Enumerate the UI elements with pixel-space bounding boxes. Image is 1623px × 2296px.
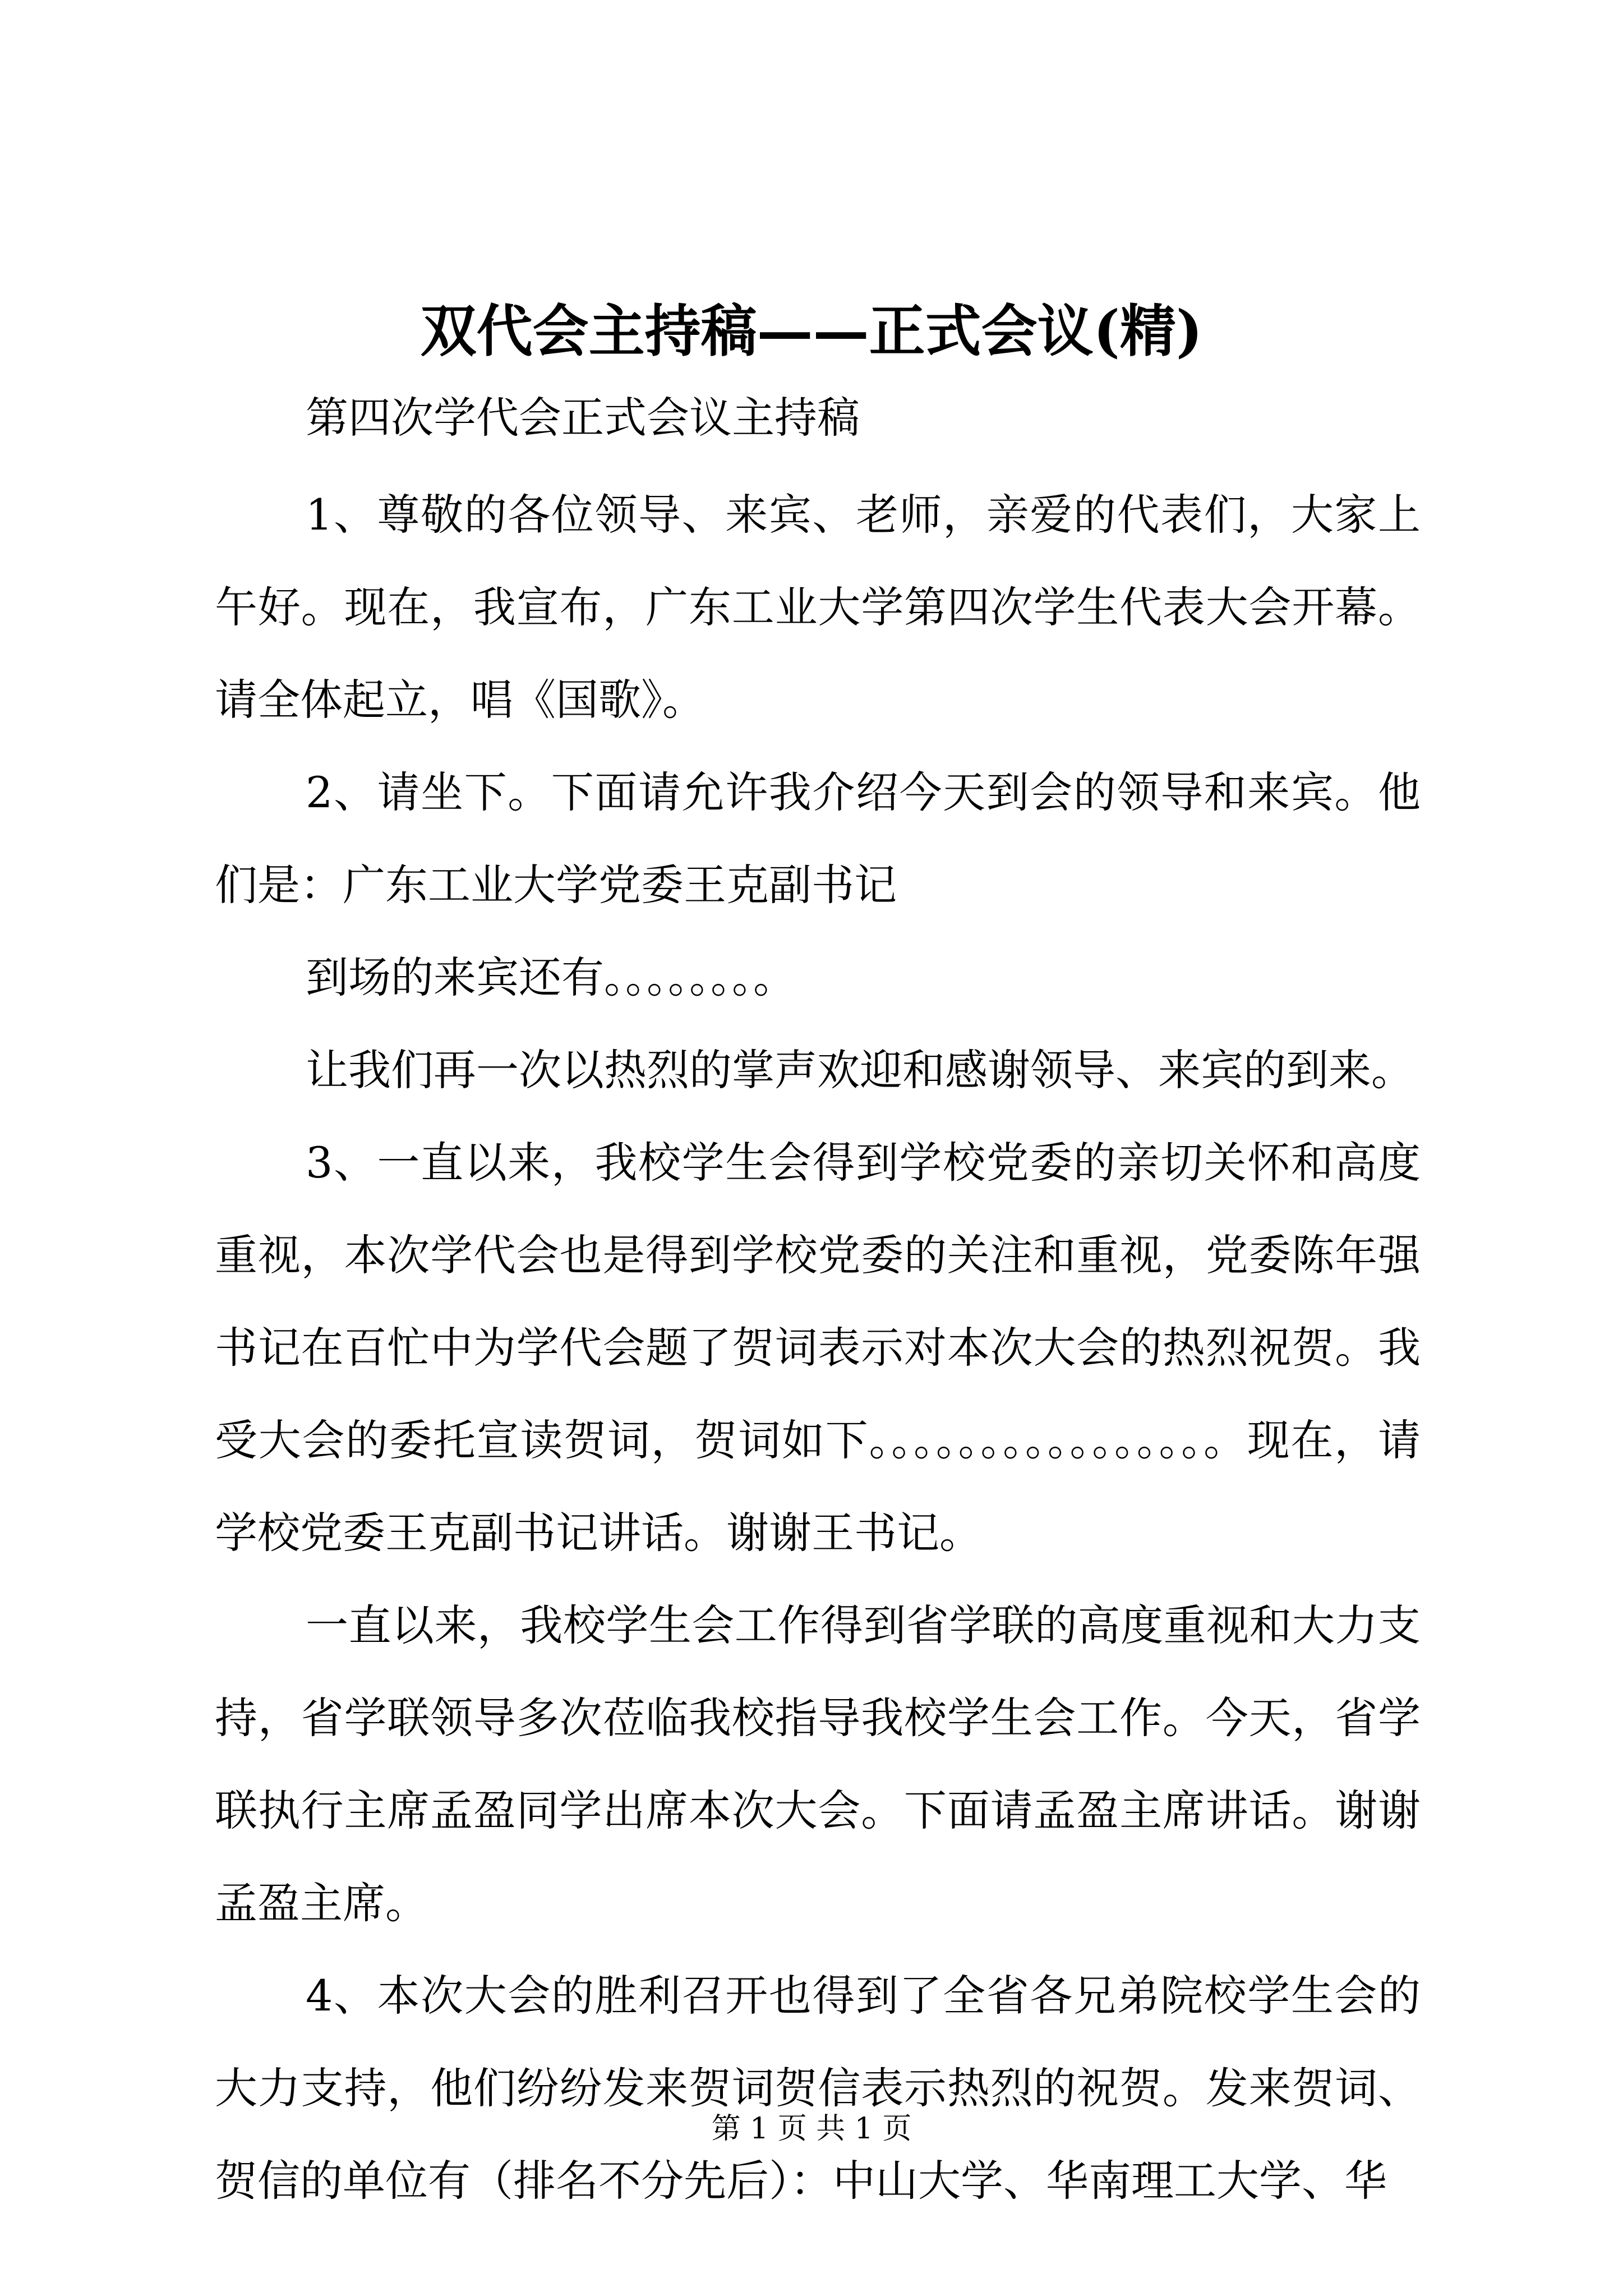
- paragraph-1: 1、尊敬的各位领导、来宾、老师，亲爱的代表们，大家上午好。现在，我宣布，广东工业大学第四次学生代表大会开幕。请全体起立，唱《国歌》。: [215, 490, 1421, 725]
- paragraph-4: 让我们再一次以热烈的掌声欢迎和感谢领导、来宾的到来。: [306, 1045, 1414, 1095]
- page-footer: 第 1 页 共 1 页: [711, 2112, 912, 2146]
- document-title: 双代会主持稿——正式会议(精): [420, 298, 1203, 364]
- paragraph-3: 到场的来宾还有。。。。。。。。: [306, 953, 796, 1002]
- document-body: [215, 468, 1421, 2227]
- paragraph-5: 3、一直以来，我校学生会得到学校党委的亲切关怀和高度重视，本次学代会也是得到学校党委的关注和重视，党委陈年强书记在百忙中为学代会题了贺词表示对本次大会的热烈祝贺。我受大会的委托宣读贺词，贺词如下。。。。。。。。。。。。。。。。现在，请学校党委王克副书记讲话。谢谢王书记。: [215, 1138, 1421, 1558]
- paragraph-6: 一直以来，我校学生会工作得到省学联的高度重视和大力支持，省学联领导多次莅临我校指导我校学生会工作。今天，省学联执行主席孟盈同学出席本次大会。下面请孟盈主席讲话。谢谢孟盈主席。: [215, 1600, 1421, 1928]
- paragraph-2: 2、请坐下。下面请允许我介绍今天到会的领导和来宾。他们是：广东工业大学党委王克副书记: [215, 767, 1421, 910]
- paragraph-7: 4、本次大会的胜利召开也得到了全省各兄弟院校学生会的大力支持，他们纷纷发来贺词贺信表示热烈的祝贺。发来贺词、贺信的单位有（排名不分先后）：中山大学、华南理工大学、华: [215, 1971, 1421, 2206]
- document-subtitle: 第四次学代会正式会议主持稿: [306, 393, 860, 443]
